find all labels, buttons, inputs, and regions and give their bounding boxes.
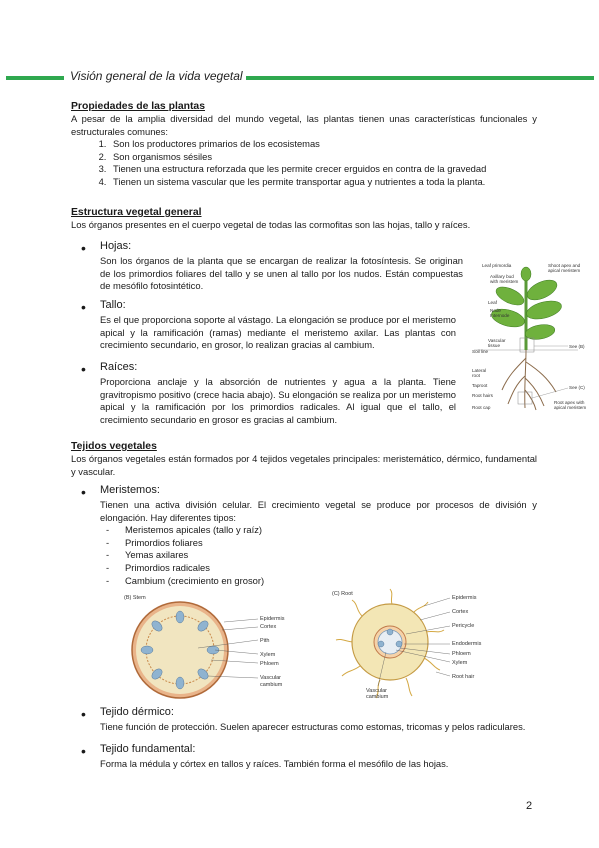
list-item: 4. Tienen un sistema vascular que les permite transportar agua y nutrientes a toda la planta. bbox=[109, 176, 537, 189]
bullet-text: Es el que proporciona soporte al vástago. La elongación se produce por el meristemo apical y la ramificación (ramas) mediante el meristemo axilar. Las plantas con crecimiento secundario, en grosor, lo realizan gracias al cambium. bbox=[100, 314, 456, 351]
root-cross-section bbox=[330, 586, 500, 700]
bullet-icon: • bbox=[81, 361, 86, 377]
plant-label: with meristem bbox=[490, 279, 519, 284]
bullet-text: Tienen una activa división celular. El crecimiento vegetal se produce por procesos de división y elongación. Hay diferentes tipos: bbox=[100, 499, 537, 523]
page-number: 2 bbox=[526, 800, 533, 812]
list-item: - Yemas axilares bbox=[100, 549, 537, 562]
section-propiedades bbox=[71, 100, 537, 189]
plant-label: Root hairs bbox=[472, 393, 493, 398]
section-estructura bbox=[71, 206, 537, 232]
stem-label: Phloem bbox=[260, 661, 279, 667]
plant-label: Axillary bud bbox=[490, 274, 514, 279]
header-rule-left bbox=[6, 76, 64, 80]
diagram-title: (C) Root bbox=[332, 591, 353, 597]
meristem-types-list bbox=[100, 524, 537, 587]
section-intro: Los órganos vegetales están formados por 4 tejidos vegetales principales: meristemático, dérmico, fundamental y vascular. bbox=[71, 453, 537, 477]
list-item: - Meristemos apicales (tallo y raíz) bbox=[100, 524, 537, 537]
bullet-icon: • bbox=[81, 299, 86, 315]
bullet-heading: Tejido fundamental: bbox=[100, 743, 196, 755]
bullet-text: Proporciona anclaje y la absorción de nutrientes y agua a la planta. Tiene gravitropismo positivo (crece hacia abajo). Su elongación se realiza por un meristemo apical y la ramificación por los primordios radicales. Al igual que el tallo, el crecimiento secundario en grosor es gracias al cambium. bbox=[100, 376, 456, 425]
section-title: Tejidos vegetales bbox=[71, 441, 157, 452]
section-intro: A pesar de la amplia diversidad del mundo vegetal, las plantas tienen unas características funcionales y estructurales comunes: bbox=[71, 113, 537, 137]
root-label: Vascular bbox=[366, 688, 387, 694]
header-rule-right bbox=[246, 76, 594, 80]
root-label: Xylem bbox=[452, 660, 468, 666]
root-label: Root hair bbox=[452, 674, 475, 680]
plant-label: apical meristem bbox=[548, 268, 581, 273]
section-tejidos bbox=[71, 440, 537, 478]
bullet-heading: Tallo: bbox=[100, 299, 126, 311]
root-label: Pericycle bbox=[452, 623, 475, 629]
list-item: - Primordios radicales bbox=[100, 562, 537, 575]
list-item: - Cambium (crecimiento en grosor) bbox=[100, 575, 537, 588]
plant-label: Taproot bbox=[472, 383, 488, 388]
plant-label: Shoot apex and bbox=[548, 263, 581, 268]
properties-list bbox=[71, 138, 537, 188]
list-item: 1. Son los productores primarios de los ecosistemas bbox=[109, 138, 537, 151]
bullet-icon: • bbox=[81, 240, 86, 256]
bullet-body bbox=[100, 499, 537, 587]
root-label: Phloem bbox=[452, 651, 471, 657]
stem-label: cambium bbox=[260, 682, 283, 688]
plant-label: Node bbox=[490, 308, 501, 313]
list-item: 2. Son organismos sésiles bbox=[109, 151, 537, 164]
root-label: Endodermis bbox=[452, 641, 482, 647]
plant-label: Vascular bbox=[488, 338, 506, 343]
page-header bbox=[6, 66, 594, 86]
plant-label: tissue bbox=[488, 343, 501, 348]
stem-cross-section bbox=[118, 590, 318, 700]
plant-label: Leaf bbox=[488, 300, 497, 305]
plant-diagram bbox=[468, 258, 594, 418]
list-item: - Primordios foliares bbox=[100, 537, 537, 550]
header-title: Visión general de la vida vegetal bbox=[70, 69, 243, 83]
plant-label: Leaf primordia bbox=[482, 263, 512, 268]
list-item: 3. Tienen una estructura reforzada que les permite crecer erguidos en contra de la gravedad bbox=[109, 163, 537, 176]
diagram-title: (B) Stem bbox=[124, 595, 146, 601]
section-intro: Los órganos presentes en el cuerpo vegetal de todas las cormofitas son las hojas, tallo y raíces. bbox=[71, 219, 471, 230]
plant-label: See (B) bbox=[569, 344, 585, 349]
plant-label: Soil line bbox=[472, 349, 489, 354]
plant-label: apical meristem bbox=[554, 405, 587, 410]
root-label: Epidermis bbox=[452, 595, 477, 601]
bullet-heading: Meristemos: bbox=[100, 484, 160, 496]
stem-label: Xylem bbox=[260, 652, 276, 658]
bullet-text: Forma la médula y córtex en tallos y raíces. También forma el mesófilo de las hojas. bbox=[100, 758, 449, 769]
plant-label: Lateral bbox=[472, 368, 487, 373]
plant-label: Internode bbox=[490, 313, 510, 318]
section-title: Estructura vegetal general bbox=[71, 207, 202, 218]
stem-label: Cortex bbox=[260, 624, 277, 630]
root-label: cambium bbox=[366, 694, 389, 700]
stem-label: Pith bbox=[260, 638, 270, 644]
stem-label: Epidermis bbox=[260, 616, 285, 622]
stem-label: Vascular bbox=[260, 675, 281, 681]
bullet-icon: • bbox=[81, 743, 86, 759]
bullet-text: Son los órganos de la planta que se encargan de realizar la fotosíntesis. Se originan de los primordios foliares del tallo y se unen al tallo por los nudos. Están compuestas de mesófilo fotosintético. bbox=[100, 255, 463, 292]
bullet-icon: • bbox=[81, 706, 86, 722]
bullet-icon: • bbox=[81, 484, 86, 500]
plant-label: root bbox=[472, 373, 480, 378]
bullet-heading: Tejido dérmico: bbox=[100, 706, 174, 718]
plant-label: Root apex with bbox=[554, 400, 585, 405]
bullet-heading: Raíces: bbox=[100, 361, 138, 373]
plant-label: Root cap bbox=[472, 405, 491, 410]
section-title: Propiedades de las plantas bbox=[71, 101, 205, 112]
plant-label: See (C) bbox=[569, 385, 585, 390]
bullet-text: Tiene función de protección. Suelen aparecer estructuras como estomas, tricomas y pelos radiculares. bbox=[100, 721, 526, 732]
bullet-heading: Hojas: bbox=[100, 240, 132, 252]
root-label: Cortex bbox=[452, 609, 469, 615]
